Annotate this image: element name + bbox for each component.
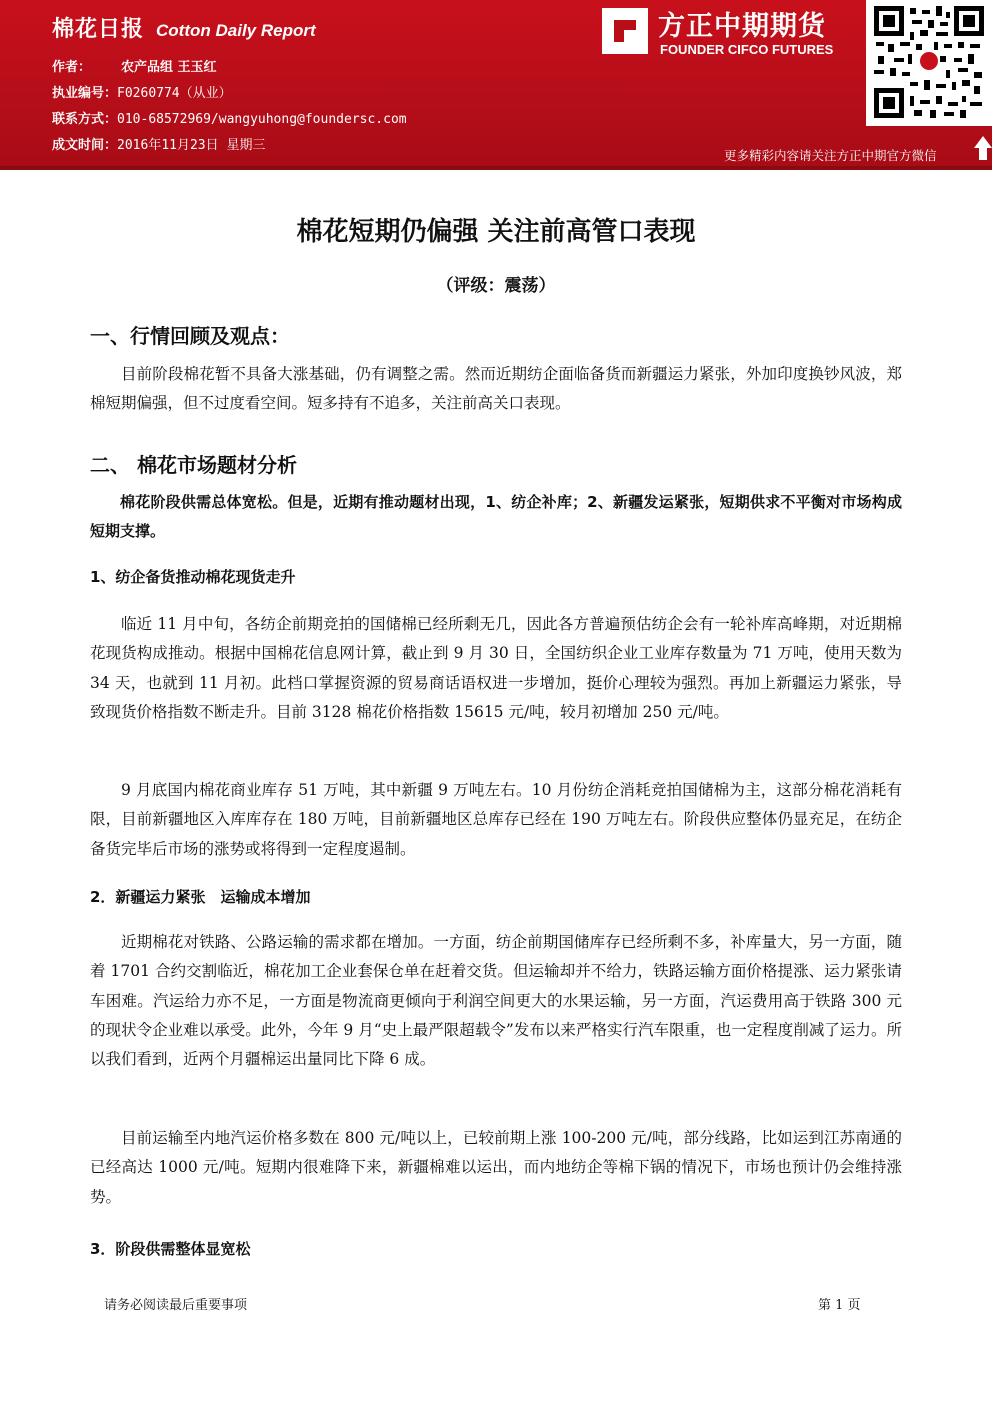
- date-label: 成文时间：: [52, 138, 118, 153]
- subsection2-heading: 2．新疆运力紧张 运输成本增加: [90, 888, 311, 906]
- license-label: 执业编号：: [52, 86, 118, 101]
- subsection3-heading: 3．阶段供需整体显宽松: [90, 1240, 251, 1258]
- wechat-follow-note: 更多精彩内容请关注方正中期官方微信: [724, 148, 937, 163]
- qr-code-icon: [866, 0, 992, 126]
- author-value: 农产品组 王玉红: [121, 60, 217, 75]
- contact-value: 010-68572969/wangyuhong@foundersc.com: [117, 112, 407, 127]
- footer-disclaimer: 请务必阅读最后重要事项: [104, 1298, 248, 1313]
- author-label: 作者：: [52, 60, 92, 75]
- logo-name-en: FOUNDER CIFCO FUTURES: [660, 42, 834, 57]
- subsection1-paragraph1: 临近 11 月中旬，各纺企前期竞拍的国储棉已经所剩无几，因此各方普遍预估纺企会有一轮补库高峰期，对近期棉花现货构成推动。根据中国棉花信息网计算，截止到 9 月 30 日，全国纺织企业工业库存数量为 71 万吨，使用天数为 34 天，也就到 11 月初。此档口掌握资源的贸易商话语权进一步增加，挺价心理较为强烈。再加上新疆运力紧张，导致现货价格指数不断走升。目前 3128 棉花价格指数 15615 元/吨，较月初增加 250 元/吨。: [90, 615, 902, 721]
- logo-mark-icon: [602, 8, 648, 54]
- date-value: 2016年11月23日 星期三: [117, 138, 266, 153]
- subsection1-heading: 1、纺企备货推动棉花现货走升: [90, 568, 296, 586]
- subsection1-paragraph2: 9 月底国内棉花商业库存 51 万吨，其中新疆 9 万吨左右。10 月份纺企消耗竞拍国储棉为主，这部分棉花消耗有限，目前新疆地区入库库存在 180 万吨，目前新疆地区总库存已经在 190 万吨左右。阶段供应整体仍显充足，在纺企备货完毕后市场的涨势或将得到一定程度遏制。: [90, 781, 902, 858]
- subsection2-paragraph1: 近期棉花对铁路、公路运输的需求都在增加。一方面，纺企前期国储库存已经所剩不多，补库量大，另一方面，随着 1701 合约交割临近，棉花加工企业套保仓单在赶着交货。但运输却并不给力，铁路运输方面价格提涨、运力紧张请车困难。汽运给力亦不足，一方面是物流商更倾向于利润空间更大的水果运输，另一方面，汽运费用高于铁路 300 元的现状令企业难以承受。此外，今年 9 月“史上最严限超载令”发布以来严格实行汽车限重，也一定程度削减了运力。所以我们看到，近两个月疆棉运出量同比下降 6 成。: [90, 933, 902, 1069]
- section2-lead-paragraph: 棉花阶段供需总体宽松。但是，近期有推动题材出现，1、纺企补库；2、新疆发运紧张，短期供求不平衡对市场构成短期支撑。: [90, 493, 902, 541]
- report-title: 棉花短期仍偏强 关注前高管口表现: [296, 217, 696, 247]
- logo-name-cn: 方正中期期货: [658, 11, 826, 42]
- contact-line: [52, 108, 407, 127]
- section1-heading: 一、行情回顾及观点：: [90, 324, 290, 348]
- up-arrow-icon: [974, 136, 992, 162]
- contact-label: 联系方式：: [52, 112, 118, 127]
- license-line: [52, 82, 232, 101]
- footer-page-number: 第 1 页: [818, 1298, 861, 1313]
- report-header-banner: [0, 0, 992, 170]
- company-logo: [602, 4, 862, 62]
- title-en: Cotton Daily Report: [156, 21, 316, 40]
- author-line: [52, 56, 217, 75]
- report-rating: （评级：震荡）: [436, 276, 556, 296]
- section1-paragraph: 目前阶段棉花暂不具备大涨基础，仍有调整之需。然而近期纺企面临备货而新疆运力紧张，外加印度换钞风波，郑棉短期偏强，但不过度看空间。短多持有不追多，关注前高关口表现。: [90, 365, 902, 413]
- header-divider: [0, 166, 992, 170]
- report-type-title: [52, 12, 316, 43]
- date-line: [52, 134, 265, 153]
- license-value: F0260774（从业）: [117, 86, 232, 101]
- title-cn: 棉花日报: [52, 17, 145, 42]
- subsection2-paragraph2: 目前运输至内地汽运价格多数在 800 元/吨以上，已较前期上涨 100-200 元/吨，部分线路，比如运到江苏南通的已经高达 1000 元/吨。短期内很难降下来，新疆棉难以运出，而内地纺企等棉下锅的情况下，市场也预计仍会维持涨势。: [90, 1129, 902, 1206]
- section2-heading: 二、 棉花市场题材分析: [90, 453, 297, 477]
